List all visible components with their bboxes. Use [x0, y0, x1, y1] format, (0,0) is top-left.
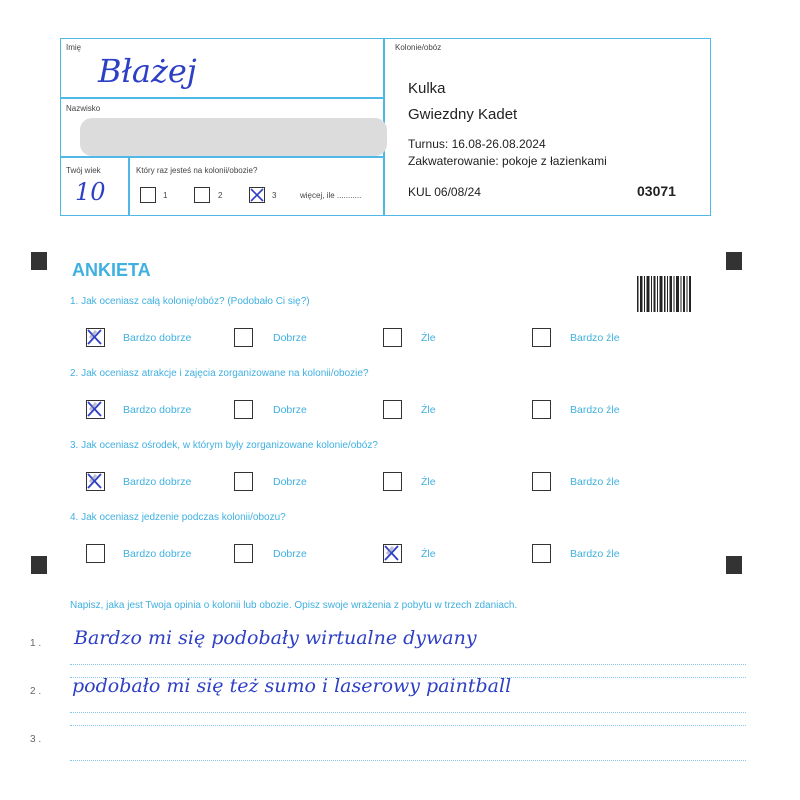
ktory-raz-checkbox-1[interactable] — [140, 187, 156, 203]
rating-option-label: Bardzo dobrze — [123, 404, 192, 416]
cross-mark-icon — [250, 188, 264, 202]
rating-option-label: Bardzo źle — [570, 476, 620, 488]
imie-label: Imię — [66, 43, 82, 52]
ktory-raz-checkbox-2[interactable] — [194, 187, 210, 203]
rating-option-label: Bardzo źle — [570, 404, 620, 416]
rating-option-label: Bardzo dobrze — [123, 548, 192, 560]
opinion-answer-1[interactable]: Bardzo mi się podobały wirtualne dywany — [74, 627, 477, 649]
nazwisko-label: Nazwisko — [66, 104, 101, 113]
registration-marker-top-left — [31, 252, 47, 270]
rating-checkbox[interactable] — [383, 472, 402, 491]
code-left: KUL 06/08/24 — [408, 185, 481, 199]
barcode-icon — [637, 276, 691, 312]
rating-option-label: Dobrze — [273, 404, 307, 416]
registration-marker-bottom-left — [31, 556, 47, 574]
rating-option-label: Dobrze — [273, 548, 307, 560]
opinion-line-number: 1 . — [30, 638, 42, 649]
turnus: Turnus: 16.08-26.08.2024 — [408, 137, 546, 151]
question-text: 2. Jak oceniasz atrakcje i zajęcia zorganizowane na kolonii/obozie? — [70, 368, 369, 379]
opinion-instructions: Napisz, jaka jest Twoja opinia o kolonii lub obozie. Opisz swoje wrażenia z pobytu w trzech zdaniach. — [70, 600, 518, 611]
ktory-raz-option-label: 1 — [163, 191, 168, 200]
opinion-line-divider — [70, 760, 746, 761]
rating-checkbox[interactable] — [383, 544, 402, 563]
rating-option-label: Bardzo dobrze — [123, 332, 192, 344]
rating-checkbox[interactable] — [234, 544, 253, 563]
rating-option-label: Bardzo źle — [570, 548, 620, 560]
rating-checkbox[interactable] — [532, 400, 551, 419]
rating-checkbox[interactable] — [234, 472, 253, 491]
rating-option-label: Źle — [421, 332, 436, 344]
code-right: 03071 — [637, 183, 676, 199]
question-text: 1. Jak oceniasz całą kolonię/obóz? (Podobało Ci się?) — [70, 296, 310, 307]
wiek-label: Twój wiek — [66, 166, 101, 175]
registration-marker-bottom-right — [726, 556, 742, 574]
rating-checkbox[interactable] — [86, 472, 105, 491]
camp-name: Kulka — [408, 80, 446, 97]
rating-option-label: Dobrze — [273, 332, 307, 344]
rating-option-label: Bardzo dobrze — [123, 476, 192, 488]
rating-checkbox[interactable] — [383, 328, 402, 347]
opinion-line-number: 3 . — [30, 734, 42, 745]
imie-value[interactable]: Błażej — [98, 52, 197, 90]
rating-option-label: Źle — [421, 548, 436, 560]
cross-mark-icon — [87, 473, 103, 489]
rating-checkbox[interactable] — [234, 400, 253, 419]
rating-checkbox[interactable] — [86, 544, 105, 563]
camp-subname: Gwiezdny Kadet — [408, 106, 518, 123]
question-text: 4. Jak oceniasz jedzenie podczas kolonii/obozu? — [70, 512, 286, 523]
wiek-value[interactable]: 10 — [75, 178, 106, 206]
rating-checkbox[interactable] — [383, 400, 402, 419]
opinion-line-divider — [70, 712, 746, 713]
opinion-line-divider — [70, 725, 746, 726]
opinion-line-number: 2 . — [30, 686, 42, 697]
nazwisko-redacted-field — [80, 118, 387, 156]
rating-checkbox[interactable] — [532, 544, 551, 563]
survey-title: ANKIETA — [72, 260, 151, 280]
rating-option-label: Źle — [421, 404, 436, 416]
ktory-raz-option-label: 3 — [272, 191, 277, 200]
rating-checkbox[interactable] — [532, 328, 551, 347]
zakwaterowanie: Zakwaterowanie: pokoje z łazienkami — [408, 154, 607, 168]
rating-option-label: Bardzo źle — [570, 332, 620, 344]
registration-marker-top-right — [726, 252, 742, 270]
ktory-raz-option-label: 2 — [218, 191, 223, 200]
rating-checkbox[interactable] — [532, 472, 551, 491]
rating-checkbox[interactable] — [86, 400, 105, 419]
rating-checkbox[interactable] — [234, 328, 253, 347]
cross-mark-icon — [87, 329, 103, 345]
ktory-raz-checkbox-3[interactable] — [249, 187, 265, 203]
wiecej-label: więcej, ile ........... — [300, 191, 362, 200]
opinion-line-divider — [70, 664, 746, 665]
rating-option-label: Źle — [421, 476, 436, 488]
cross-mark-icon — [384, 545, 400, 561]
rating-option-label: Dobrze — [273, 476, 307, 488]
rating-checkbox[interactable] — [86, 328, 105, 347]
question-text: 3. Jak oceniasz ośrodek, w którym były zorganizowane kolonie/obóz? — [70, 440, 378, 451]
opinion-answer-2[interactable]: podobało mi się też sumo i laserowy paintball — [72, 675, 512, 697]
cross-mark-icon — [87, 401, 103, 417]
kolonie-label: Kolonie/obóz — [395, 43, 442, 52]
ktory-raz-label: Który raz jesteś na kolonii/obozie? — [136, 166, 258, 175]
